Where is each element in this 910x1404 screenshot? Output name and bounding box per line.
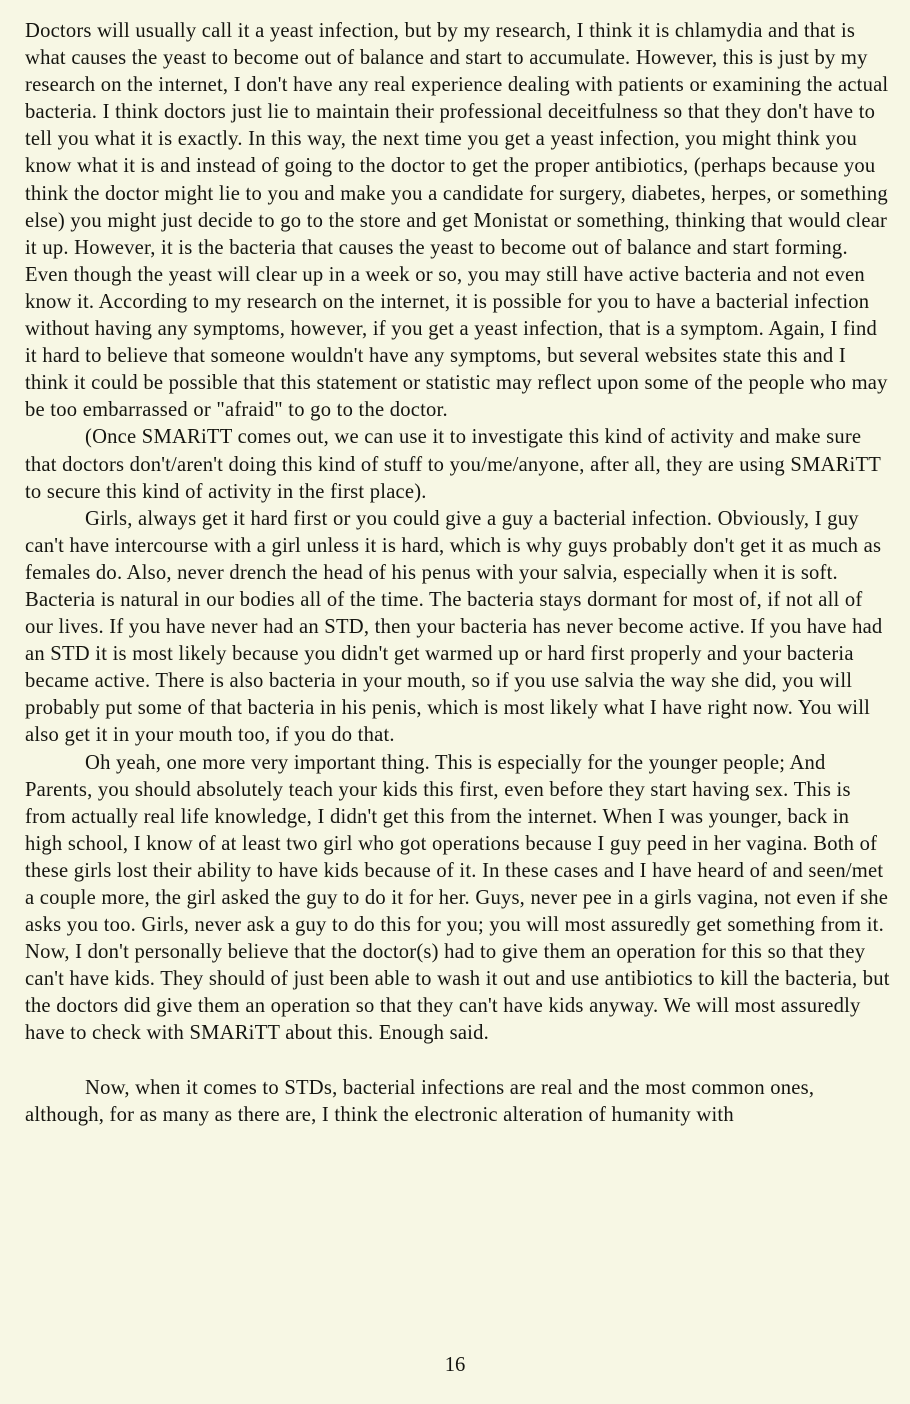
paragraph-2: (Once SMARiTT comes out, we can use it to investigate this kind of activity and make sure that doctors don't/aren't doing this kind of stuff to you/me/anyone, after all, they are using SMARiTT to secure this kind of activity in the first place). [25, 426, 881, 503]
paragraph-spacer [25, 1048, 891, 1075]
paragraph-1: Doctors will usually call it a yeast infection, but by my research, I think it is chlamydia and that is what causes the yeast to become out of balance and start to accumulate. However, this is just by my research on the internet, I don't have any real experience dealing with patients or examining the actual bacteria. I think doctors just lie to maintain their professional deceitfulness so that they don't have to tell you what it is exactly. In this way, the next time you get a yeast infection, you might think you know what it is and instead of going to the doctor to get the proper antibiotics, (perhaps because you think the doctor might lie to you and make you a candidate for surgery, diabetes, herpes, or something else) you might just decide to go to the store and get Monistat or something, thinking that would clear it up. However, it is the bacteria that causes the yeast to become out of balance and start forming. Even though the yeast will clear up in a week or so, you may still have active bacteria and not even know it. According to my research on the internet, it is possible for you to have a bacterial infection without having any symptoms, however, if you get a yeast infection, that is a symptom. Again, I find it hard to believe that someone wouldn't have any symptoms, but several websites state this and I think it could be possible that this statement or statistic may reflect upon some of the people who may be too embarrassed or "afraid" to go to the doctor. [25, 20, 889, 422]
page-number: 16 [444, 1354, 466, 1376]
body-text-column [25, 18, 891, 1129]
paragraph-5: Now, when it comes to STDs, bacterial infections are real and the most common ones, although, for as many as there are, I think the electronic alteration of humanity with [25, 1076, 815, 1126]
paragraph-3: Girls, always get it hard first or you could give a guy a bacterial infection. Obviously, I guy can't have intercourse with a girl unless it is hard, which is why guys probably don't get it as much as females do. Also, never drench the head of his penus with your salvia, especially when it is soft. Bacteria is natural in our bodies all of the time. The bacteria stays dormant for most of, if not all of our lives. If you have never had an STD, then your bacteria has never become active. If you have had an STD it is most likely because you didn't get warmed up or hard first properly and your bacteria became active. There is also bacteria in your mouth, so if you use salvia the way she did, you will probably put some of that bacteria in his penis, which is most likely what I have right now. You will also get it in your mouth too, if you do that. [25, 507, 883, 747]
paragraph-4: Oh yeah, one more very important thing. This is especially for the younger people; And Parents, you should absolutely teach your kids this first, even before they start having sex. This is from actually real life knowledge, I didn't get this from the internet. When I was younger, back in high school, I know of at least two girl who got operations because I guy peed in her vagina. Both of these girls lost their ability to have kids because of it. In these cases and I have heard of and seen/met a couple more, the girl asked the guy to do it for her. Guys, never pee in a girls vagina, not even if she asks you too. Girls, never ask a guy to do this for you; you will most assuredly get something from it. Now, I don't personally believe that the doctor(s) had to give them an operation for this so that they can't have kids. They should of just been able to wash it out and use antibiotics to kill the bacteria, but the doctors did give them an operation so that they can't have kids anyway. We will most assuredly have to check with SMARiTT about this. Enough said. [25, 751, 890, 1045]
